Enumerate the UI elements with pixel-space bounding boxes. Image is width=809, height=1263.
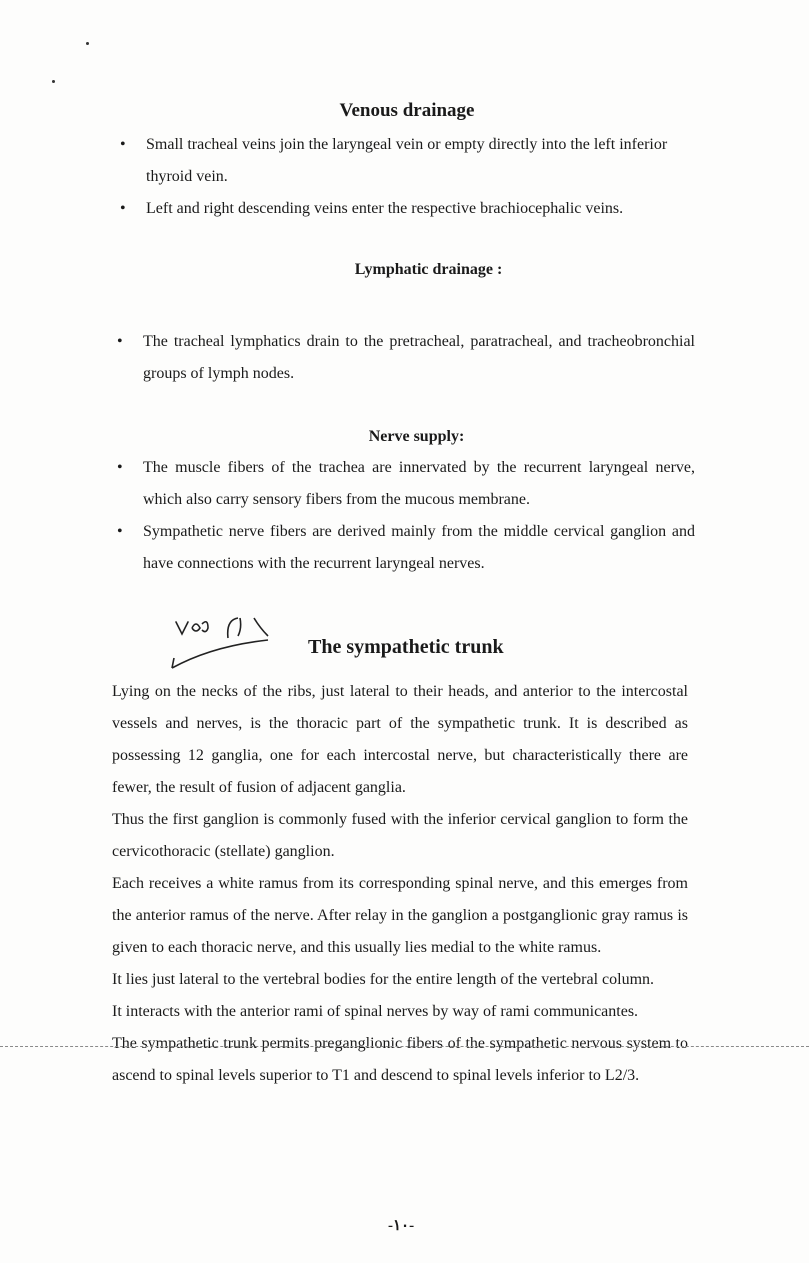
paragraph: Each receives a white ramus from its corresponding spinal nerve, and this emerges from the anterior ramus of the nerve. After relay in the ganglion a postganglionic gray ramus is given to each thoracic nerve, and this usually lies medial to the white ramus.: [112, 875, 688, 956]
handwritten-signature: [168, 604, 278, 676]
lymphatic-drainage-list: [115, 326, 695, 390]
nerve-supply-list: [115, 452, 695, 580]
paragraph: It lies just lateral to the vertebral bodies for the entire length of the vertebral column.: [112, 971, 655, 988]
heading-sympathetic-trunk: The sympathetic trunk: [308, 636, 504, 658]
heading-venous-drainage: Venous drainage: [339, 100, 475, 121]
scan-speck: [86, 42, 89, 45]
sympathetic-trunk-body: [112, 676, 688, 1092]
dashed-divider: [0, 1046, 809, 1047]
heading-nerve-supply: Nerve supply:: [368, 428, 465, 445]
heading-lymphatic-drainage: Lymphatic drainage :: [354, 261, 503, 278]
list-item: • Small tracheal veins join the laryngeal vein or empty directly into the left inferior thyroid vein.: [118, 129, 703, 193]
list-item: • Sympathetic nerve fibers are derived mainly from the middle cervical ganglion and have connections with the recurrent laryngeal nerves.: [115, 516, 695, 580]
paragraph: It interacts with the anterior rami of spinal nerves by way of rami communicantes.: [112, 1003, 639, 1020]
paragraph: The sympathetic trunk permits preganglionic fibers of the sympathetic nervous system to ascend to spinal levels superior to T1 and descend to spinal levels inferior to L2/3.: [112, 1035, 688, 1084]
list-item: • The tracheal lymphatics drain to the pretracheal, paratracheal, and tracheobronchial groups of lymph nodes.: [115, 326, 695, 390]
paragraph: Thus the first ganglion is commonly fused with the inferior cervical ganglion to form the cervicothoracic (stellate) ganglion.: [112, 811, 688, 860]
list-item: • Left and right descending veins enter the respective brachiocephalic veins.: [118, 193, 703, 225]
list-item: • The muscle fibers of the trachea are innervated by the recurrent laryngeal nerve, which also carry sensory fibers from the mucous membrane.: [115, 452, 695, 516]
paragraph: Lying on the necks of the ribs, just lateral to their heads, and anterior to the intercostal vessels and nerves, is the thoracic part of the sympathetic trunk. It is described as possessing 12 ganglia, one for each intercostal nerve, but characteristically there are fewer, the result of fusion of adjacent ganglia.: [112, 683, 688, 796]
venous-drainage-list: [118, 129, 703, 225]
page-number: -١٠-: [387, 1218, 415, 1234]
scan-speck: [52, 80, 55, 83]
